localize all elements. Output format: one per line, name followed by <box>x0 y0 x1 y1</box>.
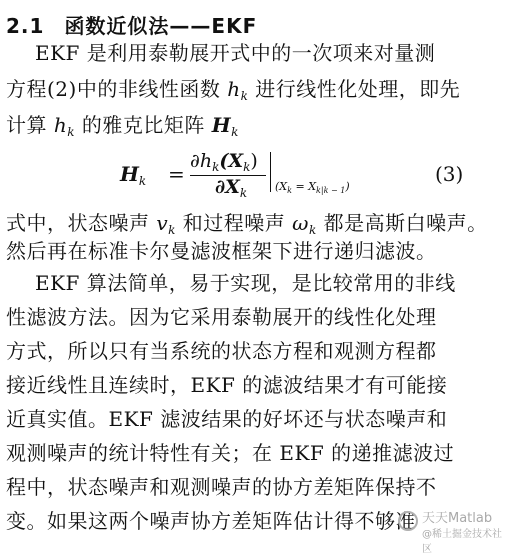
math-matrix: H <box>120 162 139 186</box>
watermark <box>396 505 506 555</box>
math-subscript: k <box>168 223 176 237</box>
paragraph-line <box>0 268 508 298</box>
equation-number: (3) <box>435 162 464 186</box>
text-run: 进行线性化处理，即先 <box>248 77 461 101</box>
math-subscript: k <box>231 125 239 139</box>
text-run: 和过程噪声 <box>175 211 293 235</box>
cond-sub: k <box>287 186 292 195</box>
watermark-logo-icon <box>398 511 418 531</box>
cond-part: = X <box>291 180 317 193</box>
paragraph-line <box>0 208 508 238</box>
text-run: EKF 是利用泰勒展开式中的一次项来对量测 <box>35 41 436 65</box>
paragraph-line <box>0 370 508 400</box>
text-run: 式中，状态噪声 <box>6 211 157 235</box>
equals-sign: = <box>168 162 185 186</box>
text-run: 变。如果这两个噪声协方差矩阵估计得不够准 <box>6 509 416 533</box>
text-run: 计算 <box>6 113 54 137</box>
math-subscript: k <box>308 223 317 237</box>
math-subscript: k <box>243 160 251 174</box>
paragraph-line <box>0 404 508 434</box>
section-heading <box>6 10 257 39</box>
text-run: 接近线性且连续时，EKF 的滤波结果才有可能接 <box>6 373 448 397</box>
text-run: 性滤波方法。因为它采用泰勒展开的线性化处理 <box>6 305 437 329</box>
watermark-sub: @稀土掘金技术社区 <box>422 529 502 555</box>
math-subscript: k <box>240 89 249 103</box>
math-arg: (X <box>219 150 244 172</box>
section-title: 函数近似法——EKF <box>64 14 258 38</box>
paragraph-line <box>0 110 508 140</box>
evaluation-bar <box>270 152 271 192</box>
equation-lhs <box>120 162 146 188</box>
equation-3 <box>0 150 508 200</box>
paragraph-line <box>0 236 508 266</box>
partial-x: ∂X <box>215 176 240 198</box>
math-variable: v <box>156 211 169 235</box>
cond-sub: k|k − 1 <box>316 186 346 195</box>
cond-part: ) <box>345 180 350 193</box>
math-variable: ω <box>292 211 309 235</box>
text-run: 方式，所以只有当系统的状态方程和观测方程都 <box>6 339 437 363</box>
paragraph-line <box>0 438 508 468</box>
text-run: 都是高斯白噪声。 <box>316 211 488 235</box>
watermark-main: 天天Matlab <box>422 511 493 526</box>
paragraph-line <box>0 74 508 104</box>
text-run: EKF 算法简单，易于实现，是比较常用的非线 <box>35 271 456 295</box>
cond-part: (X <box>275 180 288 193</box>
paragraph-line <box>0 472 508 502</box>
math-subscript: k <box>67 125 76 139</box>
text-run: 方程(2)中的非线性函数 <box>6 77 228 101</box>
paragraph-line <box>0 38 508 68</box>
text-run: 程中，状态噪声和观测噪声的协方差矩阵保持不 <box>6 475 437 499</box>
math-variable: h <box>227 77 241 101</box>
text-run: 的雅克比矩阵 <box>75 113 212 137</box>
math-matrix: H <box>211 113 232 137</box>
math-variable: h <box>53 113 68 137</box>
fraction-denominator <box>215 176 247 200</box>
paragraph-line <box>0 302 508 332</box>
text-run: 然后再在标准卡尔曼滤波框架下进行递归滤波。 <box>6 239 437 263</box>
math-paren: ) <box>250 150 258 172</box>
math-subscript: k <box>212 160 220 174</box>
text-run: 近真实值。EKF 滤波结果的好坏还与状态噪声和 <box>6 407 448 431</box>
partial-h: ∂h <box>190 150 213 172</box>
math-subscript: k <box>239 186 248 200</box>
evaluation-condition <box>275 180 350 195</box>
text-run: 观测噪声的统计特性有关；在 EKF 的递推滤波过 <box>6 441 455 465</box>
section-number: 2.1 <box>6 14 45 38</box>
fraction-numerator <box>190 150 258 174</box>
math-subscript: k <box>138 174 147 188</box>
paragraph-line <box>0 336 508 366</box>
